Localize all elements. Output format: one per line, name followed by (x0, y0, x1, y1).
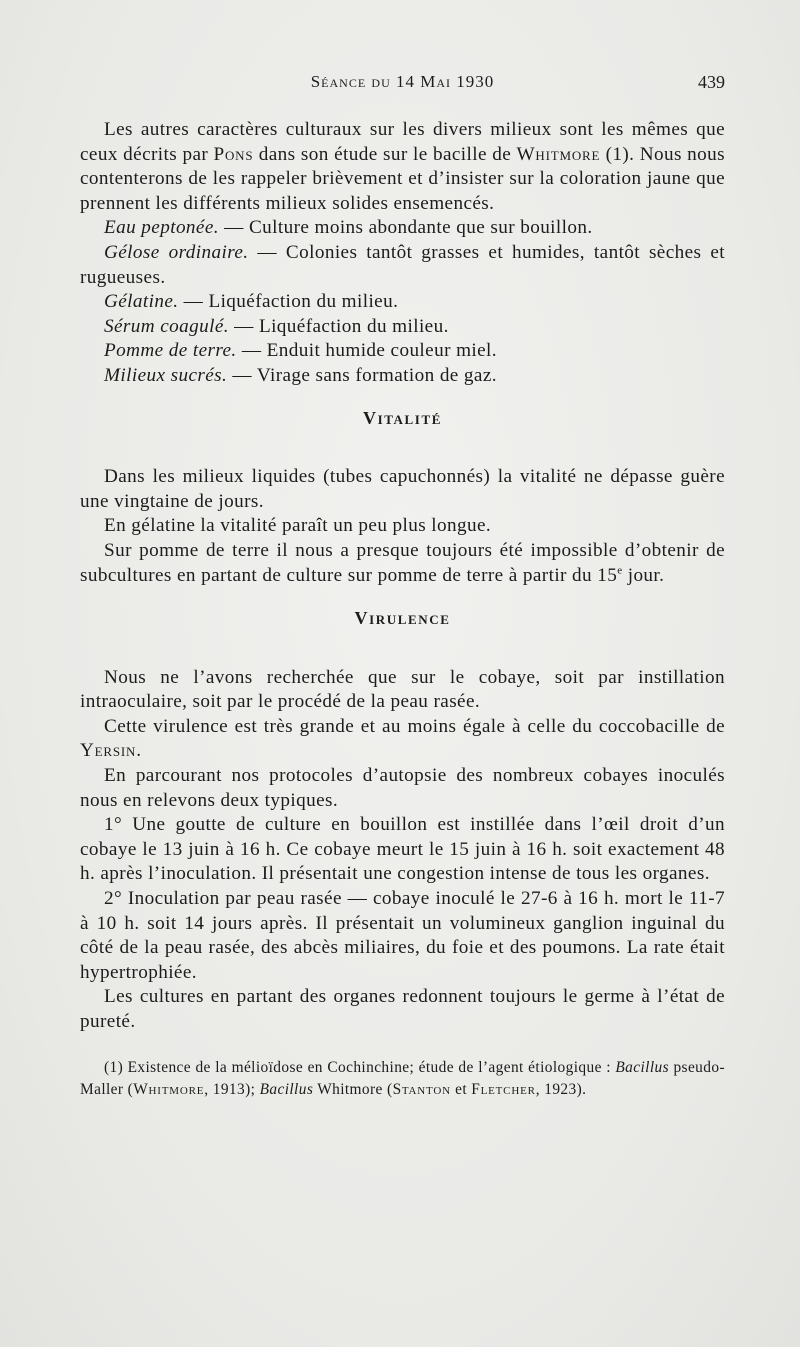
medium-name: Gélose ordinaire. (104, 241, 249, 263)
medium-description: — Enduit humide couleur miel. (236, 340, 497, 362)
footnote-text-4: Whitmore ( (313, 1080, 393, 1098)
virulence-paragraph-4: 1° Une goutte de culture en bouillon est instillée dans l’œil droit d’un cobaye le 13 juin à 16 h. Ce cobaye meurt le 15 juin à 16 h. soit exactement 48 h. après l’inoculation. Il présentait une congestion intense de tous les organes. (80, 814, 725, 885)
footnote-author-fletcher: Fletcher (471, 1080, 536, 1098)
superscript-e: e (617, 564, 623, 577)
medium-name: Gélatine. (104, 291, 179, 313)
medium-entry (80, 290, 725, 315)
medium-entry (80, 339, 725, 364)
footnote-italic-2: Bacillus (259, 1080, 314, 1098)
section-heading-vitalite: Vitalité (362, 407, 443, 428)
intro-text-2: dans son étude sur le bacille de (253, 143, 517, 165)
medium-entry (80, 364, 725, 389)
virulence-text-a: Cette virulence est très grande et au moins égale à celle du coccobacille de (104, 715, 725, 737)
footnote-author-whitmore: Whitmore (133, 1080, 205, 1098)
footnote-text-5: et (450, 1080, 472, 1098)
footnote (80, 1057, 725, 1101)
footnote-text-6: , 1923). (535, 1080, 587, 1098)
intro-paragraph (80, 118, 725, 216)
author-yersin: Yersin (80, 740, 137, 762)
virulence-paragraph-3: En parcourant nos protocoles d’autopsie des nombreux cobayes inoculés nous en relevons deux typiques. (80, 765, 725, 811)
medium-description: — Liquéfaction du milieu. (228, 315, 449, 337)
virulence-paragraph-2 (80, 715, 725, 764)
running-head: Séance du 14 Mai 1930 (310, 72, 495, 91)
virulence-paragraph-1: Nous ne l’avons recherchée que sur le cobaye, soit par instillation intraoculaire, soit par le procédé de la peau rasée. (80, 666, 725, 713)
author-whitmore: Whitmore (516, 143, 601, 165)
vitalite-text-a: Sur pomme de terre il nous a presque toujours été impossible d’obtenir de subcultures en partant de culture sur pomme de terre à partir du 15 (80, 539, 725, 586)
vitalite-paragraph-3 (80, 539, 725, 588)
medium-description: — Virage sans formation de gaz. (227, 364, 497, 386)
medium-entry (80, 216, 725, 241)
page-number: 439 (698, 72, 725, 92)
intro-text-1: Les autres caractères culturaux sur les divers milieux sont les mêmes que ceux décrits par (80, 119, 725, 165)
vitalite-paragraph-1: Dans les milieux liquides (tubes capuchonnés) la vitalité ne dépasse guère une vingtaine de jours. (80, 466, 725, 512)
author-pons: Pons (213, 143, 254, 165)
page-header (80, 72, 725, 102)
medium-name: Eau peptonée. (104, 217, 219, 239)
virulence-text-b: . (136, 740, 142, 762)
footnote-author-stanton: Stanton (392, 1080, 451, 1098)
footnote-text-1: (1) Existence de la mélioïdose en Cochinchine; étude de l’agent étiologique : (104, 1058, 616, 1076)
virulence-paragraph-6: Les cultures en partant des organes redonnent toujours le germe à l’état de pureté. (80, 986, 725, 1032)
virulence-paragraph-5: 2° Inoculation par peau rasée — cobaye inoculé le 27-6 à 16 h. mort le 11-7 à 10 h. soit 14 jours après. Il présentait un volumineux ganglion inguinal du côté de la peau rasée, des abcès miliaires, du foie et des poumons. La rate était hypertrophiée. (80, 888, 725, 983)
footnote-italic-1: Bacillus (615, 1058, 670, 1076)
intro-text-3: (1). Nous nous contenterons de les rappeler brièvement et d’insister sur la coloration jaune que prennent les différents milieux solides ensemencés. (80, 143, 725, 214)
section-heading-virulence: Virulence (354, 608, 451, 629)
medium-name: Sérum coagulé. (104, 315, 229, 337)
footnote-text-2: pseudo-Maller ( (80, 1058, 725, 1098)
medium-description: — Liquéfaction du milieu. (178, 291, 399, 313)
footnote-text-3: , 1913); (204, 1080, 260, 1098)
medium-entry (80, 241, 725, 290)
vitalite-paragraph-2: En gélatine la vitalité paraît un peu plus longue. (104, 515, 492, 537)
medium-description: — Culture moins abondante que sur bouillon. (218, 217, 593, 239)
body-text (80, 118, 725, 1101)
medium-name: Milieux sucrés. (104, 364, 228, 386)
medium-name: Pomme de terre. (104, 340, 237, 362)
medium-entry (80, 315, 725, 340)
vitalite-text-b: jour. (622, 564, 665, 586)
medium-description: — Colonies tantôt grasses et humides, tantôt sèches et rugueuses. (80, 241, 725, 288)
